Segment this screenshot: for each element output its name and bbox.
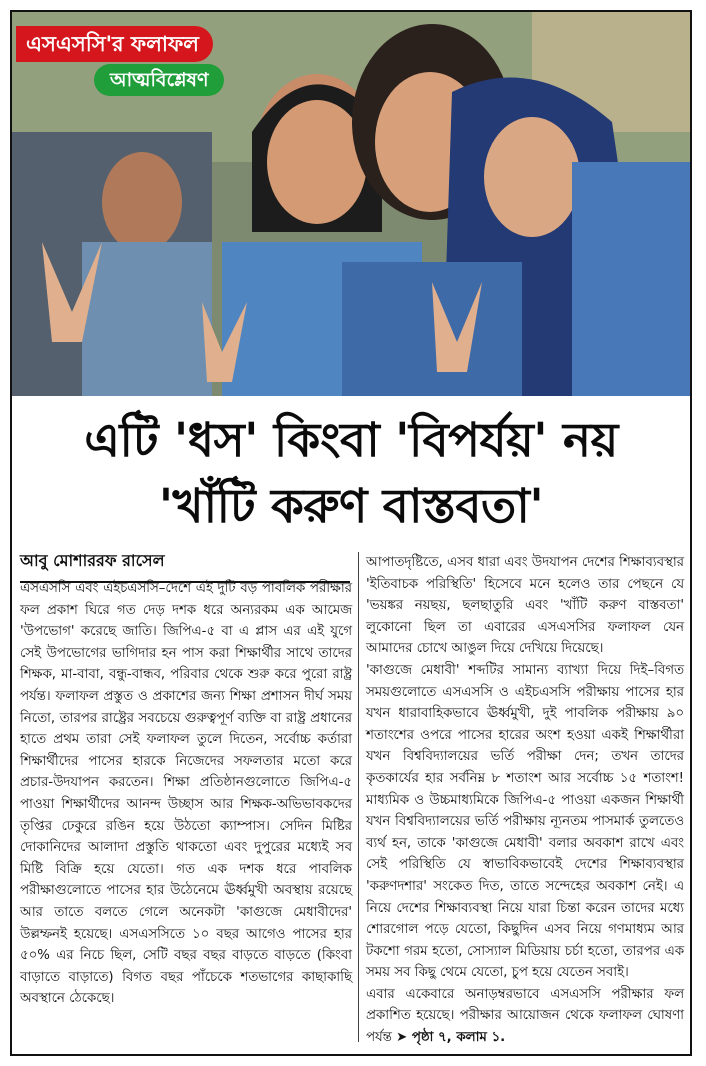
paragraph: এসএসসি এবং এইচএসসি–দেশে এই দুটি বড় পাবলিক পরীক্ষার ফল প্রকাশ ঘিরে গত দেড় দশক ধরে অন্যরকম এক আমেজ 'উপভোগ' করেছে জাতি। জিপিএ-৫ বা এ প্লাস এর এই যুগে সেই উপভোগের ভাগিদার হন পাস করা শিক্ষার্থীর সাথে তাদের শিক্ষক, মা-বাবা, বন্ধু-বান্ধব, পরিবার থেকে শুরু করে পুরো রাষ্ট্র পর্যন্ত। ফলাফল প্রস্তুত ও প্রকাশের জন্য শিক্ষা প্রশাসন দীর্ঘ সময় নিতো, তারপর রাষ্ট্রের সবচেয়ে গুরুত্বপূর্ণ ব্যক্তি বা রাষ্ট্র প্রধানের হাতে প্রথম তারা সেই ফলাফল তুলে দিতেন, সর্বোচ্চ কর্তারা শিক্ষার্থীদের পাসের হারকে নিজেদের সফলতার মতো করে প্রচার-উদযাপন করতেন। শিক্ষা প্রতিষ্ঠানগুলোতে জিপিএ-৫ পাওয়া শিক্ষার্থীদের আনন্দ উচ্ছাস আর শিক্ষক-অভিভাবকদের তৃপ্তির ঢেকুরে রঙিন হয়ে উঠতো ক্যাম্পাস। সেদিন মিষ্টির দোকানিদের আলাদা প্রস্তুতি থাকতো এবং দুপুরের মধ্যেই সব মিষ্টি বিক্রি হয়ে যেতো। গত এক দশক ধরে পাবলিক পরীক্ষাগুলোতে পাসের হার উঠেনেমে ঊর্ধ্বমুখী অবস্থায় রয়েছে আর তাতে বলতে গেলে অনেকটা 'কাগুজে মেধাবীদের' উল্লম্ফনই হয়েছে। এসএসসিতে ১০ বছর আগেও পাসের হার ৫০% এর নিচে ছিল, সেটি বছর বছর বাড়তে বাড়তে (কিংবা বাড়াতে বাড়াতে) বিগত বছর পাঁচেকে শতভাগের কাছাকাছি অবস্থানে ঠেকেছে। (20, 581, 352, 1007)
headline-line-1: এটি 'ধস' কিংবা 'বিপর্যয়' নয় (84, 413, 618, 468)
article-frame (10, 10, 692, 1056)
article-column-2 (366, 552, 684, 1049)
continuation-note: ➤ পৃষ্ঠা ৭, কলাম ১. (396, 1030, 506, 1046)
paragraph-text: এবার একেবারে অনাড়ম্বরভাবে এসএসসি পরীক্ষার ফল প্রকাশিত হয়েছে। পরীক্ষার আয়োজন থেকে ফলাফল ঘোষণা পর্যন্ত (366, 986, 684, 1046)
series-tag: এসএসসি'র ফলাফল (16, 26, 213, 62)
headline (12, 408, 690, 540)
column-divider (358, 552, 359, 1042)
headline-line-2: 'খাঁটি করুণ বাস্তবতা' (158, 479, 544, 534)
paragraph-final (366, 984, 684, 1049)
article-column-1 (20, 578, 352, 1010)
lead-photo (12, 12, 690, 396)
section-tag: আত্মবিশ্লেষণ (94, 64, 224, 96)
paragraph: আপাতদৃষ্টিতে, এসব ধারা এবং উদযাপন দেশের শিক্ষাব্যবস্থার 'ইতিবাচক পরিস্থিতি' হিসেবে মনে হলেও তার পেছনে যে 'ভয়ঙ্কর নয়ছয়, ছলছাতুরি এবং 'খাঁটি করুণ বাস্তবতা' লুকোনো ছিল তা এবারের এসএসসির ফলাফল যেন আমাদের চোখে আঙুল দিয়ে দেখিয়ে দিয়েছে। (366, 555, 684, 657)
paragraph: 'কাগুজে মেধাবী' শব্দটির সামান্য ব্যাখ্যা দিয়ে দিই–বিগত সময়গুলোতে এসএসসি ও এইচএসসি পরীক্ষায় পাসের হার যখন ধারাবাহিকভাবে ঊর্ধ্বমুখী, দুই পাবলিক পরীক্ষায় ৯০ শতাংশের ওপরে পাসের হারের অংশ হওয়া একই শিক্ষার্থীরা যখন বিশ্ববিদ্যালয়ের ভর্তি পরীক্ষা দেন; তখন তাদের কৃতকার্যের হার সর্বনিম্ন ৮ শতাংশ আর সর্বোচ্চ ১৫ শতাংশ! মাধ্যমিক ও উচ্চমাধ্যমিকে জিপিএ-৫ পাওয়া একজন শিক্ষার্থী যখন বিশ্ববিদ্যালয়ের ভর্তি পরীক্ষায় ন্যূনতম পাসমার্ক তুলতেও ব্যর্থ হন, তাকে 'কাগুজে মেধাবী' বলার অবকাশ রাখে এবং সেই পরিস্থিতি যে স্বাভাবিকভাবেই দেশের শিক্ষাব্যবস্থার 'করুণদশার' সংকেত দিত, তাতে সন্দেহের অবকাশ নেই। এ নিয়ে দেশের শিক্ষাব্যবস্থা নিয়ে যারা চিন্তা করেন তাদের মধ্যে শোরগোল পড়ে যেতো, কিছুদিন এসব নিয়ে গণমাধ্যম আর টকশো গরম হতো, সোস্যাল মিডিয়ায় চর্চা হতো, তারপর এক সময় সব কিছু থেমে যেতো, চুপ হয়ে যেতেন সবাই। (366, 662, 684, 981)
byline: আবু মোশাররফ রাসেল (20, 548, 350, 583)
